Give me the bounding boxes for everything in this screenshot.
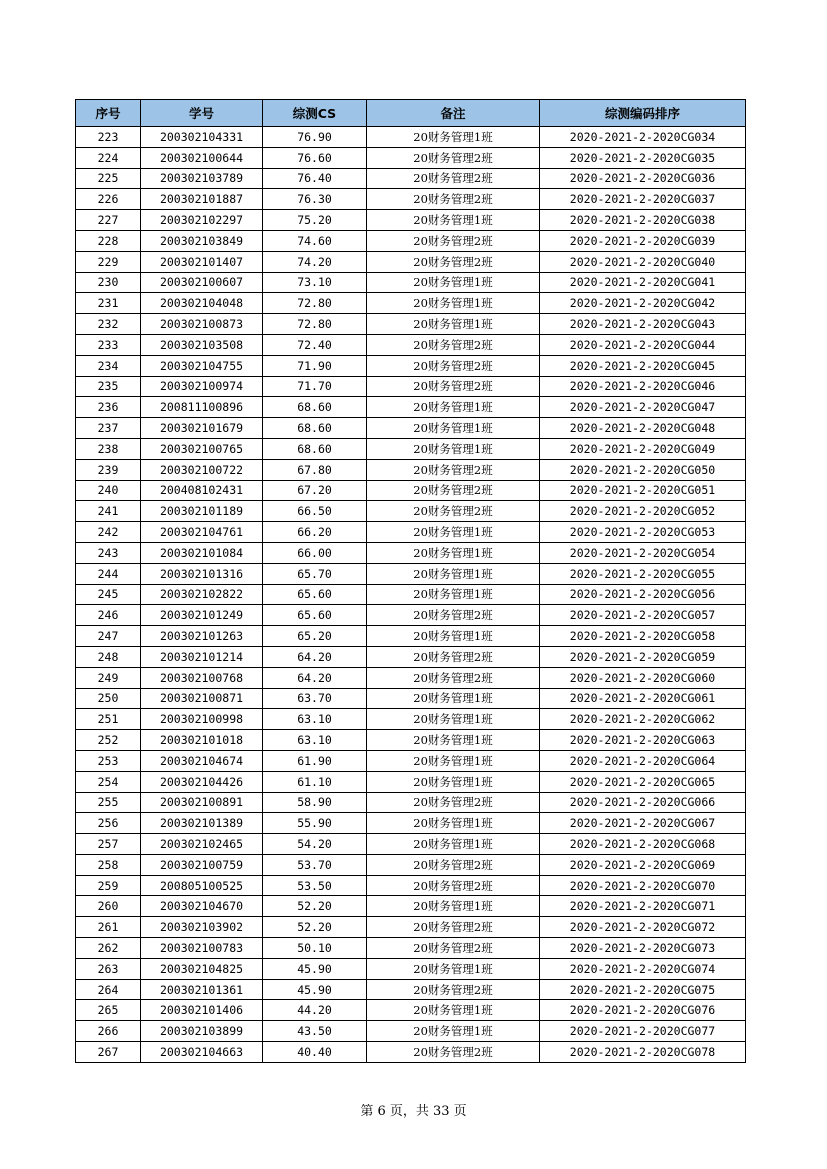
page-number: 第 6 页，共 33 页 <box>360 1104 467 1119</box>
cell-score: 68.60 <box>263 397 367 418</box>
cell-remark: 20财务管理1班 <box>367 584 540 605</box>
cell-index: 234 <box>76 355 141 376</box>
cell-student-id: 200302101316 <box>141 563 263 584</box>
cell-score: 63.10 <box>263 730 367 751</box>
cell-student-id: 200302101406 <box>141 1000 263 1021</box>
cell-code: 2020-2021-2-2020CG045 <box>540 355 746 376</box>
cell-code: 2020-2021-2-2020CG035 <box>540 147 746 168</box>
table-row <box>76 438 746 459</box>
cell-remark: 20财务管理1班 <box>367 626 540 647</box>
table-row <box>76 688 746 709</box>
header-student-id: 学号 <box>141 100 263 127</box>
table-row <box>76 750 746 771</box>
cell-remark: 20财务管理2班 <box>367 189 540 210</box>
table-row <box>76 813 746 834</box>
cell-remark: 20财务管理1班 <box>367 127 540 148</box>
cell-remark: 20财务管理1班 <box>367 563 540 584</box>
table-row <box>76 584 746 605</box>
cell-remark: 20财务管理2班 <box>367 854 540 875</box>
cell-student-id: 200302104426 <box>141 771 263 792</box>
cell-index: 229 <box>76 251 141 272</box>
cell-index: 240 <box>76 480 141 501</box>
cell-score: 71.90 <box>263 355 367 376</box>
cell-score: 64.20 <box>263 667 367 688</box>
cell-student-id: 200302102822 <box>141 584 263 605</box>
cell-student-id: 200302101214 <box>141 646 263 667</box>
cell-index: 252 <box>76 730 141 751</box>
cell-remark: 20财务管理1班 <box>367 314 540 335</box>
cell-code: 2020-2021-2-2020CG075 <box>540 979 746 1000</box>
table-row <box>76 979 746 1000</box>
cell-code: 2020-2021-2-2020CG053 <box>540 522 746 543</box>
table-row <box>76 376 746 397</box>
cell-index: 232 <box>76 314 141 335</box>
cell-index: 251 <box>76 709 141 730</box>
cell-student-id: 200302104663 <box>141 1042 263 1063</box>
cell-score: 68.60 <box>263 438 367 459</box>
cell-index: 224 <box>76 147 141 168</box>
cell-student-id: 200302101249 <box>141 605 263 626</box>
cell-remark: 20财务管理2班 <box>367 168 540 189</box>
cell-code: 2020-2021-2-2020CG068 <box>540 834 746 855</box>
cell-student-id: 200302102465 <box>141 834 263 855</box>
cell-score: 52.20 <box>263 896 367 917</box>
cell-student-id: 200302100765 <box>141 438 263 459</box>
table-row <box>76 293 746 314</box>
cell-code: 2020-2021-2-2020CG063 <box>540 730 746 751</box>
cell-student-id: 200302100998 <box>141 709 263 730</box>
cell-score: 55.90 <box>263 813 367 834</box>
header-score: 综测CS <box>263 100 367 127</box>
cell-student-id: 200302100891 <box>141 792 263 813</box>
header-code: 综测编码排序 <box>540 100 746 127</box>
cell-student-id: 200302103789 <box>141 168 263 189</box>
table-row <box>76 771 746 792</box>
cell-score: 45.90 <box>263 979 367 1000</box>
cell-index: 263 <box>76 958 141 979</box>
table-row <box>76 563 746 584</box>
cell-remark: 20财务管理1班 <box>367 958 540 979</box>
cell-score: 66.20 <box>263 522 367 543</box>
cell-code: 2020-2021-2-2020CG065 <box>540 771 746 792</box>
cell-score: 65.60 <box>263 605 367 626</box>
header-row <box>76 100 746 127</box>
cell-code: 2020-2021-2-2020CG072 <box>540 917 746 938</box>
cell-remark: 20财务管理2班 <box>367 376 540 397</box>
cell-student-id: 200302100768 <box>141 667 263 688</box>
cell-index: 250 <box>76 688 141 709</box>
cell-code: 2020-2021-2-2020CG054 <box>540 542 746 563</box>
cell-index: 249 <box>76 667 141 688</box>
cell-student-id: 200805100525 <box>141 875 263 896</box>
cell-remark: 20财务管理1班 <box>367 750 540 771</box>
cell-student-id: 200302101018 <box>141 730 263 751</box>
cell-student-id: 200302104670 <box>141 896 263 917</box>
cell-score: 67.80 <box>263 459 367 480</box>
table-row <box>76 1042 746 1063</box>
cell-code: 2020-2021-2-2020CG051 <box>540 480 746 501</box>
cell-score: 72.80 <box>263 314 367 335</box>
cell-code: 2020-2021-2-2020CG059 <box>540 646 746 667</box>
cell-student-id: 200302101084 <box>141 542 263 563</box>
cell-index: 259 <box>76 875 141 896</box>
cell-index: 261 <box>76 917 141 938</box>
cell-score: 68.60 <box>263 418 367 439</box>
cell-student-id: 200302103899 <box>141 1021 263 1042</box>
cell-student-id: 200408102431 <box>141 480 263 501</box>
table-row <box>76 709 746 730</box>
header-index: 序号 <box>76 100 141 127</box>
cell-student-id: 200302104825 <box>141 958 263 979</box>
cell-score: 66.00 <box>263 542 367 563</box>
cell-code: 2020-2021-2-2020CG042 <box>540 293 746 314</box>
cell-index: 225 <box>76 168 141 189</box>
table-row <box>76 896 746 917</box>
header-remark: 备注 <box>367 100 540 127</box>
cell-code: 2020-2021-2-2020CG070 <box>540 875 746 896</box>
cell-index: 255 <box>76 792 141 813</box>
cell-score: 50.10 <box>263 938 367 959</box>
cell-score: 65.70 <box>263 563 367 584</box>
cell-remark: 20财务管理1班 <box>367 1021 540 1042</box>
cell-code: 2020-2021-2-2020CG062 <box>540 709 746 730</box>
cell-code: 2020-2021-2-2020CG040 <box>540 251 746 272</box>
cell-code: 2020-2021-2-2020CG057 <box>540 605 746 626</box>
cell-code: 2020-2021-2-2020CG056 <box>540 584 746 605</box>
cell-student-id: 200302100759 <box>141 854 263 875</box>
cell-index: 254 <box>76 771 141 792</box>
table-body <box>76 127 746 1063</box>
cell-code: 2020-2021-2-2020CG066 <box>540 792 746 813</box>
cell-index: 231 <box>76 293 141 314</box>
cell-index: 237 <box>76 418 141 439</box>
cell-score: 52.20 <box>263 917 367 938</box>
table-row <box>76 314 746 335</box>
cell-student-id: 200302101189 <box>141 501 263 522</box>
cell-score: 65.60 <box>263 584 367 605</box>
cell-student-id: 200302100871 <box>141 688 263 709</box>
cell-remark: 20财务管理1班 <box>367 418 540 439</box>
table-row <box>76 605 746 626</box>
cell-index: 248 <box>76 646 141 667</box>
table-row <box>76 1000 746 1021</box>
table-row <box>76 626 746 647</box>
table-row <box>76 542 746 563</box>
cell-remark: 20财务管理1班 <box>367 272 540 293</box>
cell-student-id: 200302100607 <box>141 272 263 293</box>
cell-remark: 20财务管理1班 <box>367 771 540 792</box>
cell-remark: 20财务管理2班 <box>367 501 540 522</box>
cell-code: 2020-2021-2-2020CG061 <box>540 688 746 709</box>
table-row <box>76 501 746 522</box>
cell-code: 2020-2021-2-2020CG043 <box>540 314 746 335</box>
table-row <box>76 147 746 168</box>
cell-code: 2020-2021-2-2020CG073 <box>540 938 746 959</box>
cell-index: 230 <box>76 272 141 293</box>
cell-student-id: 200302104331 <box>141 127 263 148</box>
table-row <box>76 792 746 813</box>
cell-remark: 20财务管理2班 <box>367 979 540 1000</box>
table-row <box>76 522 746 543</box>
cell-index: 265 <box>76 1000 141 1021</box>
cell-score: 74.60 <box>263 230 367 251</box>
cell-score: 76.60 <box>263 147 367 168</box>
cell-remark: 20财务管理2班 <box>367 355 540 376</box>
cell-code: 2020-2021-2-2020CG049 <box>540 438 746 459</box>
cell-student-id: 200302103849 <box>141 230 263 251</box>
cell-remark: 20财务管理1班 <box>367 1000 540 1021</box>
cell-code: 2020-2021-2-2020CG069 <box>540 854 746 875</box>
cell-remark: 20财务管理2班 <box>367 480 540 501</box>
cell-score: 67.20 <box>263 480 367 501</box>
cell-remark: 20财务管理2班 <box>367 792 540 813</box>
cell-index: 233 <box>76 334 141 355</box>
cell-remark: 20财务管理2班 <box>367 646 540 667</box>
cell-student-id: 200302100722 <box>141 459 263 480</box>
cell-score: 71.70 <box>263 376 367 397</box>
cell-student-id: 200302100974 <box>141 376 263 397</box>
cell-score: 75.20 <box>263 210 367 231</box>
table-row <box>76 667 746 688</box>
cell-code: 2020-2021-2-2020CG067 <box>540 813 746 834</box>
table-row <box>76 127 746 148</box>
cell-code: 2020-2021-2-2020CG037 <box>540 189 746 210</box>
cell-score: 58.90 <box>263 792 367 813</box>
cell-score: 64.20 <box>263 646 367 667</box>
cell-student-id: 200302100783 <box>141 938 263 959</box>
cell-index: 266 <box>76 1021 141 1042</box>
cell-index: 245 <box>76 584 141 605</box>
cell-student-id: 200302104674 <box>141 750 263 771</box>
cell-remark: 20财务管理2班 <box>367 230 540 251</box>
cell-remark: 20财务管理1班 <box>367 542 540 563</box>
cell-index: 253 <box>76 750 141 771</box>
cell-index: 228 <box>76 230 141 251</box>
cell-student-id: 200302100873 <box>141 314 263 335</box>
cell-code: 2020-2021-2-2020CG052 <box>540 501 746 522</box>
cell-index: 242 <box>76 522 141 543</box>
cell-remark: 20财务管理1班 <box>367 709 540 730</box>
cell-index: 235 <box>76 376 141 397</box>
cell-code: 2020-2021-2-2020CG058 <box>540 626 746 647</box>
table-row <box>76 334 746 355</box>
cell-score: 45.90 <box>263 958 367 979</box>
cell-score: 66.50 <box>263 501 367 522</box>
cell-remark: 20财务管理2班 <box>367 1042 540 1063</box>
table-row <box>76 834 746 855</box>
cell-code: 2020-2021-2-2020CG078 <box>540 1042 746 1063</box>
cell-code: 2020-2021-2-2020CG044 <box>540 334 746 355</box>
cell-score: 44.20 <box>263 1000 367 1021</box>
cell-code: 2020-2021-2-2020CG039 <box>540 230 746 251</box>
cell-student-id: 200302100644 <box>141 147 263 168</box>
cell-remark: 20财务管理2班 <box>367 459 540 480</box>
cell-remark: 20财务管理2班 <box>367 605 540 626</box>
table-row <box>76 272 746 293</box>
cell-code: 2020-2021-2-2020CG076 <box>540 1000 746 1021</box>
table-row <box>76 397 746 418</box>
table-header <box>76 100 746 127</box>
table-row <box>76 938 746 959</box>
cell-score: 61.10 <box>263 771 367 792</box>
cell-student-id: 200302104048 <box>141 293 263 314</box>
cell-index: 260 <box>76 896 141 917</box>
cell-code: 2020-2021-2-2020CG041 <box>540 272 746 293</box>
score-table <box>75 99 746 1063</box>
cell-index: 256 <box>76 813 141 834</box>
cell-index: 264 <box>76 979 141 1000</box>
cell-student-id: 200302102297 <box>141 210 263 231</box>
cell-student-id: 200302103508 <box>141 334 263 355</box>
cell-student-id: 200302101407 <box>141 251 263 272</box>
cell-code: 2020-2021-2-2020CG038 <box>540 210 746 231</box>
table-row <box>76 730 746 751</box>
cell-score: 63.70 <box>263 688 367 709</box>
table-row <box>76 646 746 667</box>
cell-score: 43.50 <box>263 1021 367 1042</box>
cell-remark: 20财务管理1班 <box>367 210 540 231</box>
cell-remark: 20财务管理2班 <box>367 917 540 938</box>
cell-code: 2020-2021-2-2020CG050 <box>540 459 746 480</box>
cell-code: 2020-2021-2-2020CG071 <box>540 896 746 917</box>
cell-code: 2020-2021-2-2020CG047 <box>540 397 746 418</box>
cell-code: 2020-2021-2-2020CG077 <box>540 1021 746 1042</box>
cell-index: 243 <box>76 542 141 563</box>
cell-index: 226 <box>76 189 141 210</box>
cell-code: 2020-2021-2-2020CG048 <box>540 418 746 439</box>
cell-code: 2020-2021-2-2020CG064 <box>540 750 746 771</box>
cell-index: 247 <box>76 626 141 647</box>
cell-remark: 20财务管理1班 <box>367 834 540 855</box>
cell-remark: 20财务管理1班 <box>367 896 540 917</box>
cell-code: 2020-2021-2-2020CG036 <box>540 168 746 189</box>
cell-index: 236 <box>76 397 141 418</box>
cell-remark: 20财务管理2班 <box>367 667 540 688</box>
table-row <box>76 1021 746 1042</box>
cell-remark: 20财务管理1班 <box>367 293 540 314</box>
cell-index: 267 <box>76 1042 141 1063</box>
cell-student-id: 200302101389 <box>141 813 263 834</box>
cell-student-id: 200302103902 <box>141 917 263 938</box>
cell-index: 244 <box>76 563 141 584</box>
table-row <box>76 854 746 875</box>
cell-student-id: 200302104755 <box>141 355 263 376</box>
cell-score: 72.40 <box>263 334 367 355</box>
cell-student-id: 200302101679 <box>141 418 263 439</box>
cell-index: 227 <box>76 210 141 231</box>
table-row <box>76 168 746 189</box>
cell-remark: 20财务管理2班 <box>367 938 540 959</box>
cell-remark: 20财务管理2班 <box>367 875 540 896</box>
cell-code: 2020-2021-2-2020CG034 <box>540 127 746 148</box>
cell-student-id: 200302101361 <box>141 979 263 1000</box>
cell-score: 65.20 <box>263 626 367 647</box>
cell-student-id: 200302101263 <box>141 626 263 647</box>
cell-score: 63.10 <box>263 709 367 730</box>
cell-code: 2020-2021-2-2020CG074 <box>540 958 746 979</box>
cell-remark: 20财务管理2班 <box>367 147 540 168</box>
cell-remark: 20财务管理1班 <box>367 438 540 459</box>
table-row <box>76 189 746 210</box>
cell-student-id: 200302101887 <box>141 189 263 210</box>
cell-score: 53.50 <box>263 875 367 896</box>
cell-remark: 20财务管理1班 <box>367 813 540 834</box>
cell-remark: 20财务管理1班 <box>367 397 540 418</box>
cell-code: 2020-2021-2-2020CG046 <box>540 376 746 397</box>
cell-student-id: 200811100896 <box>141 397 263 418</box>
cell-index: 239 <box>76 459 141 480</box>
cell-code: 2020-2021-2-2020CG060 <box>540 667 746 688</box>
cell-index: 246 <box>76 605 141 626</box>
table-row <box>76 210 746 231</box>
cell-score: 53.70 <box>263 854 367 875</box>
cell-index: 258 <box>76 854 141 875</box>
cell-index: 238 <box>76 438 141 459</box>
table-row <box>76 917 746 938</box>
cell-remark: 20财务管理2班 <box>367 251 540 272</box>
cell-remark: 20财务管理2班 <box>367 334 540 355</box>
cell-student-id: 200302104761 <box>141 522 263 543</box>
cell-code: 2020-2021-2-2020CG055 <box>540 563 746 584</box>
table-row <box>76 355 746 376</box>
cell-score: 61.90 <box>263 750 367 771</box>
table-row <box>76 958 746 979</box>
table-row <box>76 418 746 439</box>
cell-index: 241 <box>76 501 141 522</box>
table-row <box>76 480 746 501</box>
cell-index: 262 <box>76 938 141 959</box>
cell-remark: 20财务管理1班 <box>367 688 540 709</box>
cell-score: 40.40 <box>263 1042 367 1063</box>
table-row <box>76 251 746 272</box>
table-row <box>76 230 746 251</box>
table-row <box>76 875 746 896</box>
cell-index: 257 <box>76 834 141 855</box>
cell-score: 74.20 <box>263 251 367 272</box>
cell-score: 54.20 <box>263 834 367 855</box>
cell-score: 72.80 <box>263 293 367 314</box>
table-row <box>76 459 746 480</box>
cell-remark: 20财务管理1班 <box>367 730 540 751</box>
cell-index: 223 <box>76 127 141 148</box>
cell-score: 73.10 <box>263 272 367 293</box>
cell-score: 76.30 <box>263 189 367 210</box>
cell-score: 76.40 <box>263 168 367 189</box>
cell-remark: 20财务管理1班 <box>367 522 540 543</box>
cell-score: 76.90 <box>263 127 367 148</box>
